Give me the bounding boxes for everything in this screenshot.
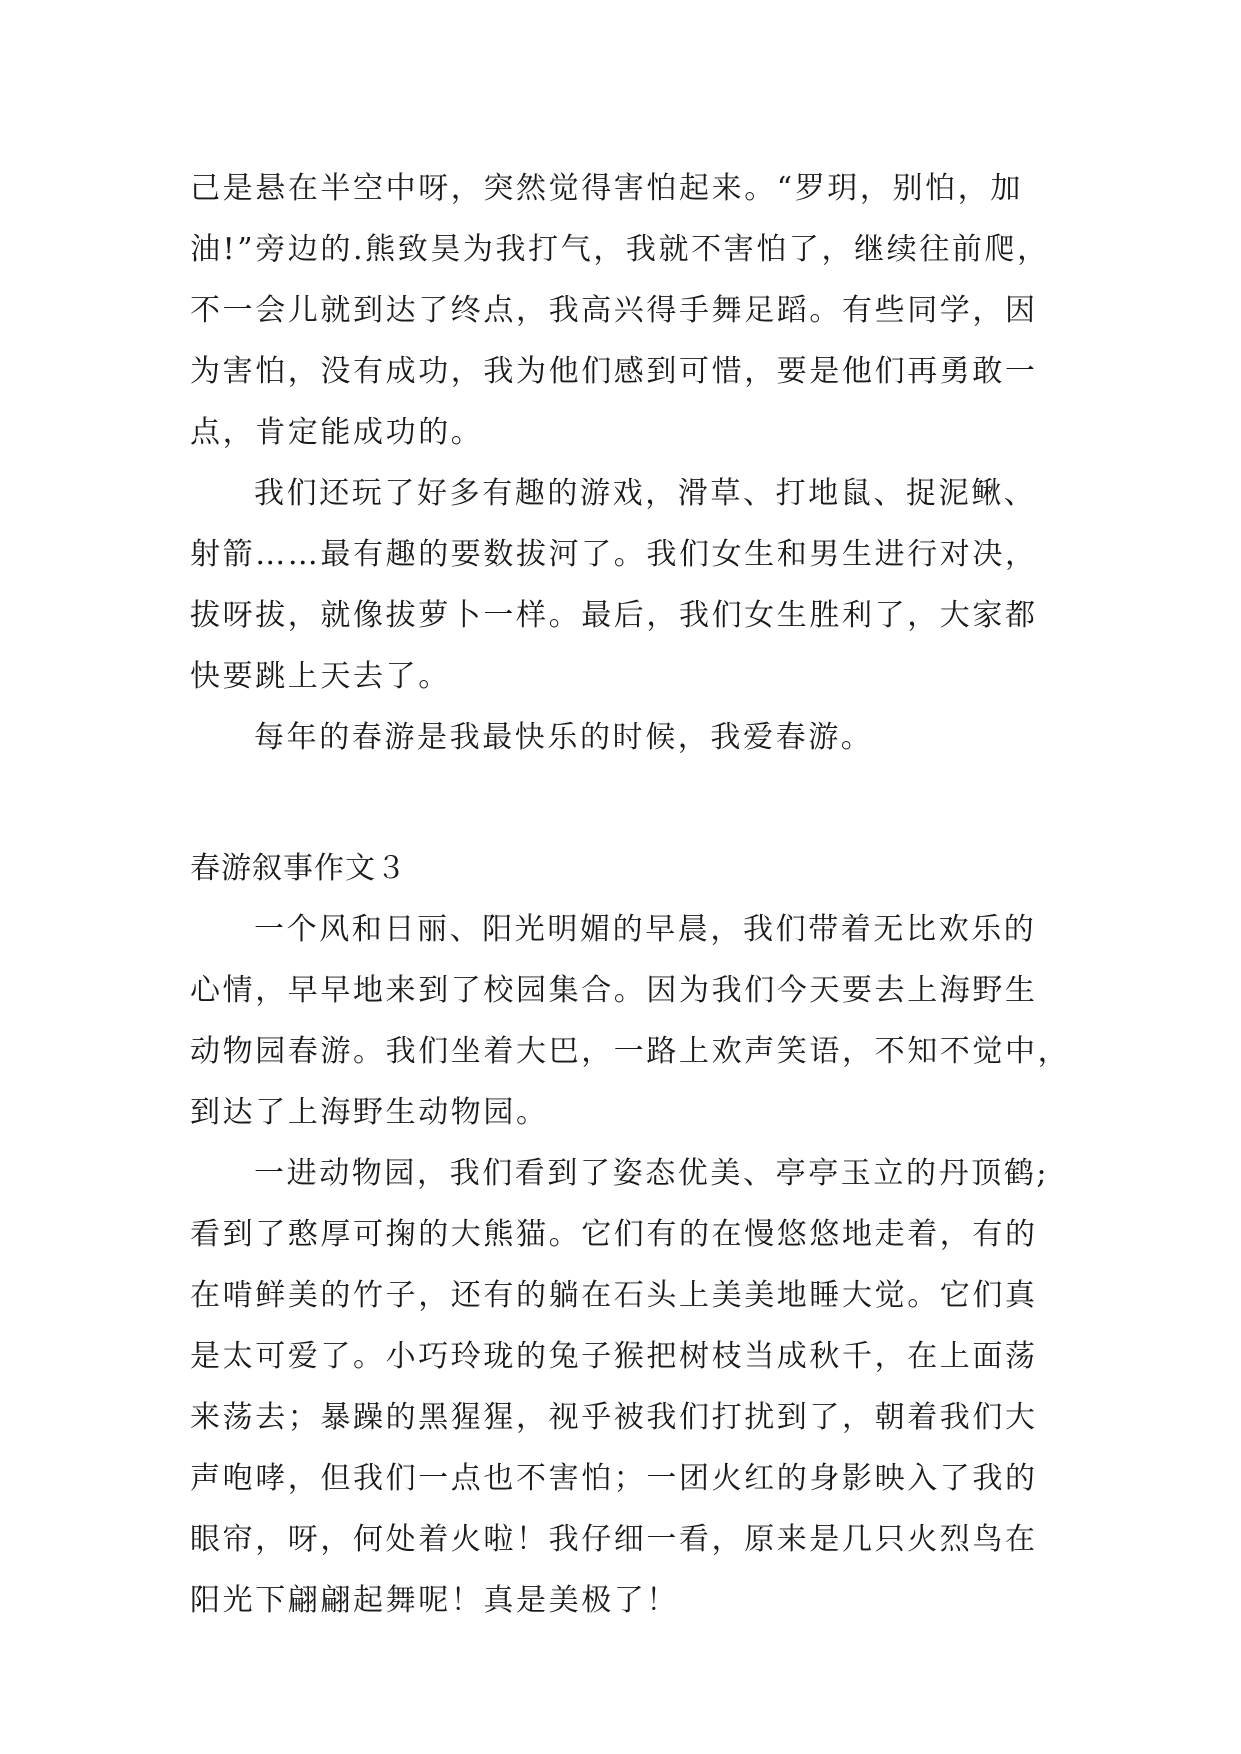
text-line: 油!”旁边的.熊致昊为我打气，我就不害怕了，继续往前爬， — [190, 232, 1050, 267]
text-line: 我们还玩了好多有趣的游戏，滑草、打地鼠、捉泥鳅、 — [254, 476, 1037, 511]
paragraph-3 — [190, 707, 1056, 768]
text-line: 快要跳上天去了。 — [190, 659, 451, 694]
paragraph-5 — [190, 1143, 1056, 1631]
text-line: 每年的春游是我最快乐的时候，我爱春游。 — [254, 720, 874, 755]
text-line: 一进动物园，我们看到了姿态优美、亭亭玉立的丹顶鹤; — [254, 1156, 1050, 1191]
text-line: 动物园春游。我们坐着大巴，一路上欢声笑语，不知不觉中， — [190, 1034, 1071, 1069]
text-line: 心情，早早地来到了校园集合。因为我们今天要去上海野生 — [190, 973, 1038, 1008]
text-line: 己是悬在半空中呀，突然觉得害怕起来。“罗玥，别怕，加 — [190, 171, 1023, 206]
text-line: 拔呀拔，就像拔萝卜一样。最后，我们女生胜利了，大家都 — [190, 598, 1038, 633]
text-line: 看到了憨厚可掬的大熊猫。它们有的在慢悠悠地走着，有的 — [190, 1217, 1038, 1252]
document-body — [190, 158, 1071, 1631]
text-line: 来荡去；暴躁的黑猩猩，视乎被我们打扰到了，朝着我们大 — [190, 1400, 1038, 1435]
text-line: 为害怕，没有成功，我为他们感到可惜，要是他们再勇敢一 — [190, 354, 1038, 389]
text-line: 是太可爱了。小巧玲珑的兔子猴把树枝当成秋千，在上面荡 — [190, 1339, 1038, 1374]
text-line: 点，肯定能成功的。 — [190, 415, 484, 450]
paragraph-4 — [190, 899, 1071, 1143]
text-line: 声咆哮，但我们一点也不害怕；一团火红的身影映入了我的 — [190, 1461, 1038, 1496]
paragraph-2 — [190, 463, 1056, 707]
text-line: 一个风和日丽、阳光明媚的早晨，我们带着无比欢乐的 — [254, 912, 1037, 947]
section-title: 春游叙事作文３ — [190, 851, 407, 886]
paragraph-1 — [190, 158, 1056, 463]
text-line: 眼帘，呀，何处着火啦！我仔细一看，原来是几只火烈鸟在 — [190, 1522, 1038, 1557]
text-line: 在啃鲜美的竹子，还有的躺在石头上美美地睡大觉。它们真 — [190, 1278, 1038, 1313]
text-line: 射箭……最有趣的要数拔河了。我们女生和男生进行对决， — [190, 537, 1038, 572]
text-line: 不一会儿就到达了终点，我高兴得手舞足蹈。有些同学，因 — [190, 293, 1038, 328]
section-gap — [190, 768, 1056, 838]
text-line: 阳光下翩翩起舞呢！真是美极了！ — [190, 1583, 679, 1618]
text-line: 到达了上海野生动物园。 — [190, 1095, 549, 1130]
